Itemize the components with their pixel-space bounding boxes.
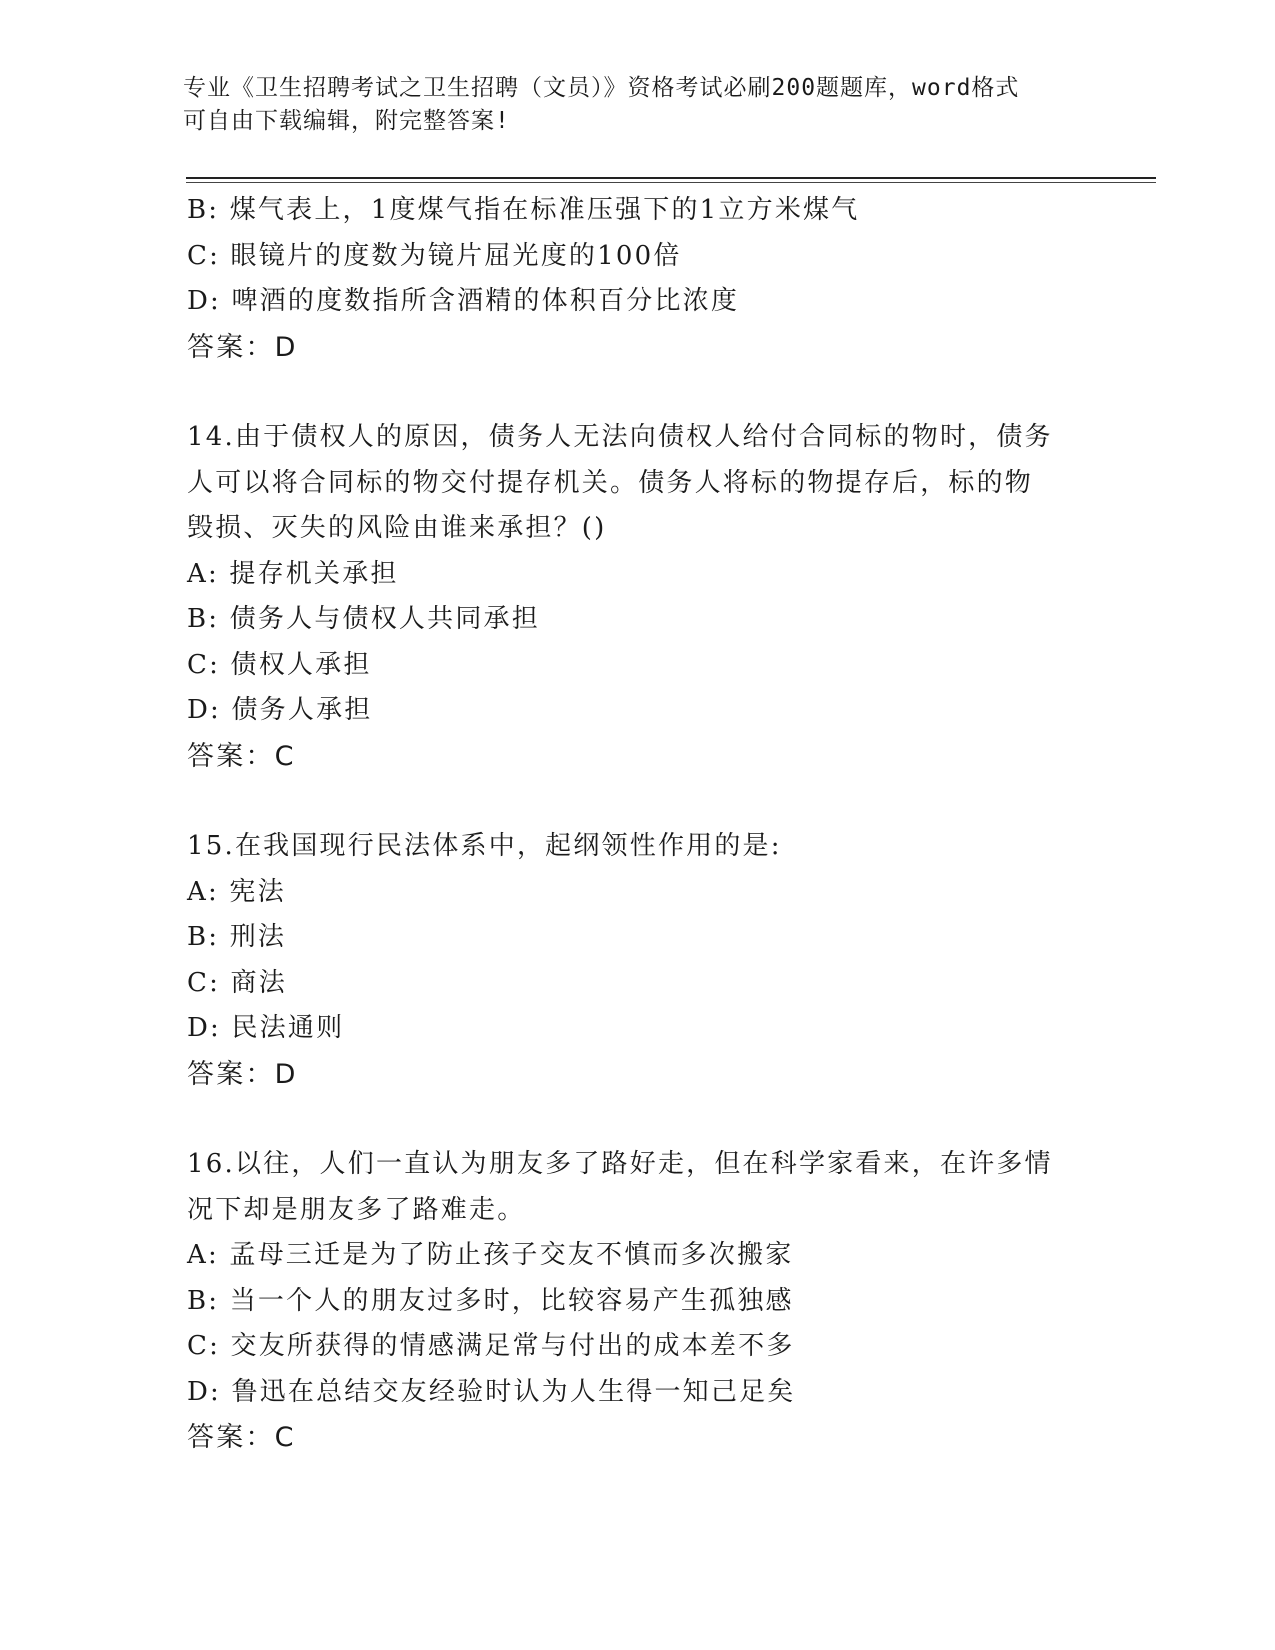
option-b: B: 刑法 (187, 922, 287, 952)
option-c: C: 眼镜片的度数为镜片屈光度的100倍 (187, 240, 682, 271)
option-b: B: 当一个人的朋友过多时，比较容易产生孤独感 (187, 1285, 794, 1316)
option-d: D: 鲁迅在总结交友经验时认为人生得一知己足矣 (187, 1376, 796, 1407)
question-stem: 16.以往，人们一直认为朋友多了路好走，但在科学家看来，在许多情 (187, 1149, 1053, 1179)
option-b: B: 煤气表上，1度煤气指在标准压强下的1立方米煤气 (187, 195, 860, 225)
header-line-1: 专业《卫生招聘考试之卫生招聘（文员）》资格考试必刷200题题库，word格式 (183, 75, 1020, 101)
question-stem: 15.在我国现行民法体系中，起纲领性作用的是: (187, 831, 782, 861)
spacer (187, 779, 1087, 824)
answer: 答案：C (187, 740, 296, 772)
option-d: D: 民法通则 (187, 1013, 345, 1043)
answer: 答案：D (187, 1058, 298, 1090)
answer: 答案：C (187, 1422, 296, 1453)
question-16 (187, 1142, 1087, 1461)
option-d: D: 债务人承担 (187, 695, 373, 725)
spacer (187, 1097, 1087, 1142)
option-c: C: 商法 (187, 967, 287, 998)
option-b: B: 债务人与债权人共同承担 (187, 604, 540, 634)
option-c: C: 债权人承担 (187, 649, 372, 680)
header-divider (186, 177, 1156, 179)
option-a: A: 孟母三迁是为了防止孩子交友不慎而多次搬家 (187, 1240, 794, 1270)
option-a: A: 宪法 (187, 876, 286, 907)
question-stem: 毁损、灭失的风险由谁来承担？() (187, 513, 607, 543)
option-d: D: 啤酒的度数指所含酒精的体积百分比浓度 (187, 286, 740, 316)
question-stem: 况下却是朋友多了路难走。 (187, 1194, 526, 1225)
question-15 (187, 824, 1087, 1097)
document-header (183, 72, 1083, 138)
option-c: C: 交友所获得的情感满足常与付出的成本差不多 (187, 1331, 795, 1361)
spacer (187, 370, 1087, 415)
question-stem: 人可以将合同标的物交付提存机关。债务人将标的物提存后，标的物 (187, 467, 1034, 498)
header-divider-thin (186, 182, 1156, 183)
question-14 (187, 415, 1087, 779)
question-13 (187, 188, 1087, 370)
question-stem: 14.由于债权人的原因，债务人无法向债权人给付合同标的物时，债务 (187, 422, 1053, 452)
header-line-2: 可自由下载编辑，附完整答案! (183, 108, 510, 134)
option-a: A: 提存机关承担 (187, 558, 399, 589)
question-list (187, 188, 1087, 1461)
answer: 答案：D (187, 331, 298, 363)
